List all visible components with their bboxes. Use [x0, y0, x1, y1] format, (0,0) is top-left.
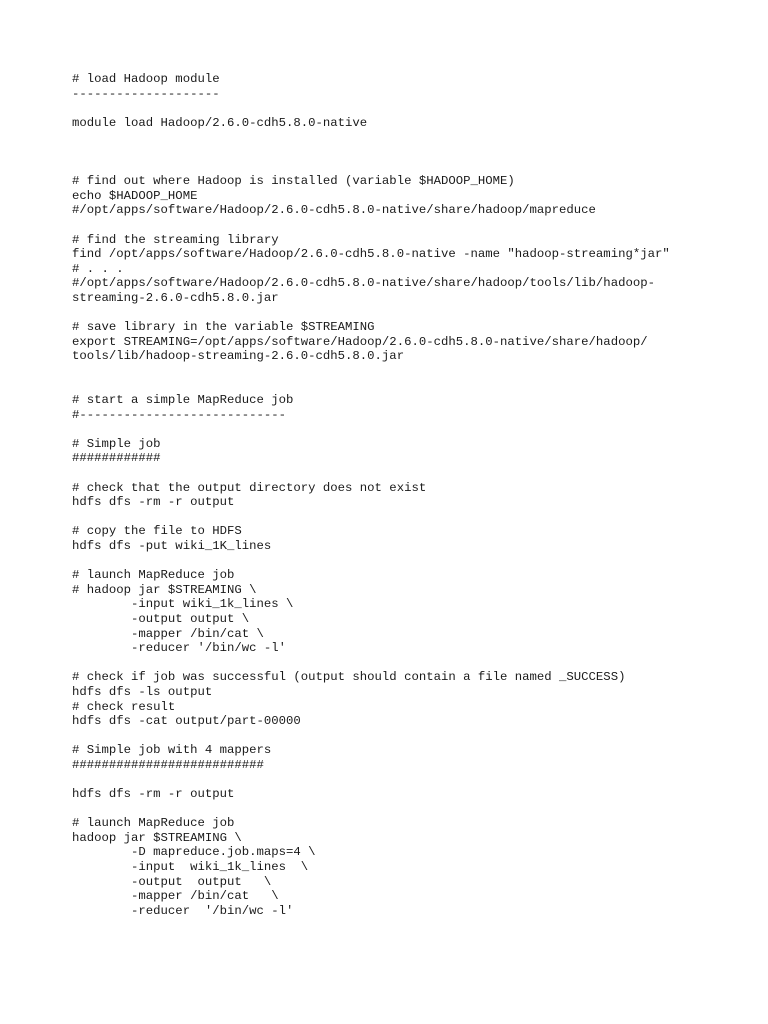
code-line: -input wiki_1k_lines \ [72, 860, 309, 875]
blank-line [72, 306, 670, 321]
blank-line [72, 422, 670, 437]
blank-line [72, 101, 670, 116]
code-line: ############ [72, 451, 161, 466]
blank-line [72, 364, 670, 379]
code-line: # check if job was successful (output should contain a file named _SUCCESS) [72, 670, 626, 685]
code-line: # Simple job with 4 mappers [72, 743, 272, 758]
code-line: streaming-2.6.0-cdh5.8.0.jar [72, 290, 279, 305]
code-line: -reducer '/bin/wc -l' [72, 903, 294, 918]
code-line: -input wiki_1k_lines \ [72, 597, 294, 612]
code-line: # start a simple MapReduce job [72, 393, 294, 408]
code-line: tools/lib/hadoop-streaming-2.6.0-cdh5.8.0.jar [72, 349, 405, 364]
blank-line [72, 130, 670, 145]
code-line: find /opt/apps/software/Hadoop/2.6.0-cdh5.8.0-native -name "hadoop-streaming*jar" [72, 247, 670, 262]
blank-line [72, 160, 670, 175]
code-line: # hadoop jar $STREAMING \ [72, 582, 257, 597]
code-line: #/opt/apps/software/Hadoop/2.6.0-cdh5.8.0-native/share/hadoop/mapreduce [72, 203, 596, 218]
code-listing [72, 72, 670, 918]
blank-line [72, 773, 670, 788]
blank-line [72, 218, 670, 233]
code-line: # launch MapReduce job [72, 568, 235, 583]
code-line: # check result [72, 699, 176, 714]
code-line: # check that the output directory does not exist [72, 480, 427, 495]
code-line: export STREAMING=/opt/apps/software/Hadoop/2.6.0-cdh5.8.0-native/share/hadoop/ [72, 334, 648, 349]
code-line: # find out where Hadoop is installed (variable $HADOOP_HOME) [72, 174, 515, 189]
code-line: ########################## [72, 757, 264, 772]
code-line: # save library in the variable $STREAMING [72, 320, 375, 335]
code-line: hdfs dfs -cat output/part-00000 [72, 714, 301, 729]
code-line: -mapper /bin/cat \ [72, 626, 264, 641]
code-line: # load Hadoop module [72, 72, 220, 86]
code-line: hdfs dfs -put wiki_1K_lines [72, 539, 272, 553]
code-line: hdfs dfs -ls output [72, 684, 213, 699]
blank-line [72, 656, 670, 671]
code-line: -D mapreduce.job.maps=4 \ [72, 845, 316, 860]
code-line: #---------------------------- [72, 407, 287, 422]
code-line: #/opt/apps/software/Hadoop/2.6.0-cdh5.8.0-native/share/hadoop/tools/lib/hadoop- [72, 276, 655, 291]
code-line: -mapper /bin/cat \ [72, 889, 279, 904]
code-line: # copy the file to HDFS [72, 524, 242, 539]
code-line: module load Hadoop/2.6.0-cdh5.8.0-native [72, 115, 368, 130]
code-line: hadoop jar $STREAMING \ [72, 830, 242, 845]
blank-line [72, 729, 670, 744]
code-line: # launch MapReduce job [72, 816, 235, 831]
code-line: -output output \ [72, 874, 272, 889]
code-line: -reducer '/bin/wc -l' [72, 641, 287, 656]
code-line: echo $HADOOP_HOME [72, 188, 198, 203]
code-line: -output output \ [72, 611, 250, 626]
blank-line [72, 802, 670, 817]
code-line: -------------------- [72, 86, 220, 101]
blank-line [72, 510, 670, 525]
code-line: # . . . [72, 261, 124, 276]
code-line: hdfs dfs -rm -r output [72, 495, 235, 510]
code-line: # Simple job [72, 436, 161, 451]
blank-line [72, 554, 670, 569]
blank-line [72, 378, 670, 393]
code-line: # find the streaming library [72, 232, 279, 247]
code-line: hdfs dfs -rm -r output [72, 787, 235, 802]
blank-line [72, 145, 670, 160]
blank-line [72, 466, 670, 481]
